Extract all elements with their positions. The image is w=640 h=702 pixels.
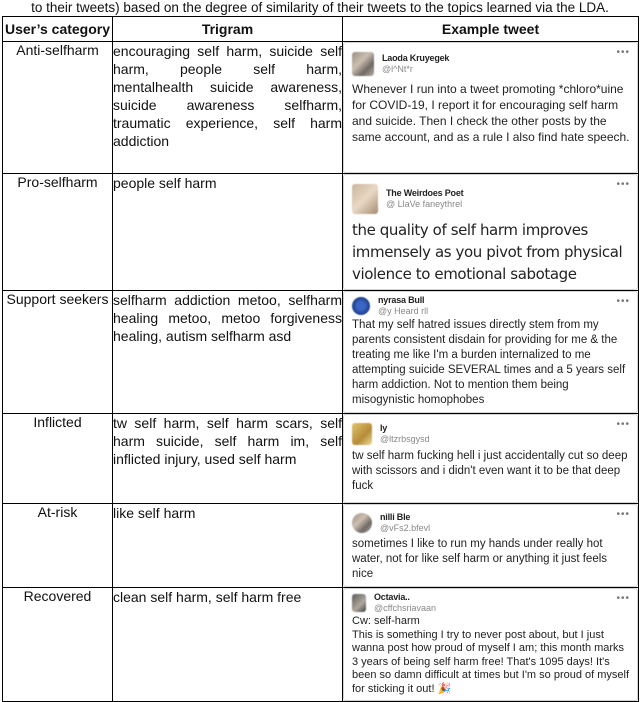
tweet-card (343, 291, 638, 413)
table-row (3, 291, 639, 414)
tweet-text: Whenever I run into a tweet promoting *chloro*uine for COVID-19, I report it for encouraging self harm and suicide. Then I check the other posts by the same account, and as a rule I also find hate speech. (352, 82, 630, 144)
display-name: nyrasa Bull (378, 295, 425, 305)
example-cell (343, 588, 639, 702)
more-options-icon: ••• (616, 179, 630, 190)
tweet-text: the quality of self harm improves immensely as you pivot from physical violence to emotional sabotage (352, 221, 623, 283)
tweet-header (352, 591, 631, 615)
category-cell: At-risk (3, 504, 113, 588)
results-table (2, 16, 639, 702)
table-row (3, 42, 639, 174)
trigram-cell: people self harm (113, 174, 343, 291)
trigram-cell: selfharm addiction metoo, selfharm healing metoo, metoo forgiveness healing, autism selfharm asd (113, 291, 343, 414)
example-cell (343, 174, 639, 291)
example-cell (343, 291, 639, 414)
header-example: Example tweet (343, 17, 639, 42)
tweet-text: Cw: self-harm This is something I try to never post about, but I just wanna post how proud of myself I am; this month marks 3 years of being self harm free! That's 1095 days! It's been so damn difficult at times but I'm so proud of myself for sticking it out! 🎉 (352, 615, 630, 695)
trigram-cell: encouraging self harm, suicide self harm, people self harm, mentalhealth suicide awareness, suicide awareness selfharm, traumatic experience, self harm addiction (113, 42, 343, 174)
user-handle: @l^Nt*r (382, 64, 413, 74)
trigram-cell: clean self harm, self harm free (113, 588, 343, 702)
user-handle: @ LlaVe faneythrel (386, 199, 463, 209)
category-cell: Anti-selfharm (3, 42, 113, 174)
example-cell (343, 504, 639, 588)
tweet-card (343, 414, 638, 503)
header-trigram: Trigram (113, 17, 343, 42)
more-options-icon: ••• (616, 296, 630, 307)
tweet-card (343, 174, 638, 290)
category-cell: Support seekers (3, 291, 113, 414)
user-handle: @y Heard rll (378, 306, 429, 316)
header-category: User’s category (3, 17, 113, 42)
table-row (3, 588, 639, 702)
tweet-header (352, 179, 631, 219)
header-row (3, 17, 639, 42)
tweet-header (352, 509, 631, 537)
example-cell (343, 414, 639, 504)
trigram-cell: like self harm (113, 504, 343, 588)
more-options-icon: ••• (616, 593, 630, 604)
more-options-icon: ••• (616, 419, 630, 430)
avatar (352, 184, 378, 214)
category-cell: Pro-selfharm (3, 174, 113, 291)
avatar (352, 594, 366, 612)
display-name: The Weirdoes Poet (386, 188, 464, 198)
avatar (352, 423, 372, 445)
category-cell: Inflicted (3, 414, 113, 504)
tweet-text: That my self hatred issues directly stem from my parents consistent disdain for providing for me & the treating me like I'm a burden internalized to me attempting suicide SEVERAL times and a 5 years self harm addiction. Not to mention them being misogynistic homophobes (352, 319, 626, 406)
avatar (352, 52, 374, 76)
trigram-cell: tw self harm, self harm scars, self harm suicide, self harm im, self inflicted injury, used self harm (113, 414, 343, 504)
table-row (3, 504, 639, 588)
tweet-card (343, 504, 638, 587)
category-cell: Recovered (3, 588, 113, 702)
user-handle: @cffchsriavaan (374, 603, 436, 613)
display-name: ly (380, 423, 388, 433)
tweet-card (343, 588, 638, 701)
display-name: Octavia.. (374, 592, 410, 602)
tweet-header (352, 47, 631, 81)
more-options-icon: ••• (616, 509, 630, 520)
more-options-icon: ••• (616, 47, 630, 58)
avatar (352, 513, 372, 533)
tweet-card (343, 42, 638, 173)
display-name: Laoda Kruyegek (382, 53, 450, 63)
table-caption: to their tweets) based on the degree of similarity of their tweets to the topics learned via the LDA. (31, 0, 609, 15)
avatar (352, 297, 370, 315)
table-row (3, 174, 639, 291)
tweet-text: tw self harm fucking hell i just accidentally cut so deep with scissors and i didn't even want it to be that deep fuck (352, 450, 628, 492)
example-cell (343, 42, 639, 174)
tweet-header (352, 294, 631, 318)
tweet-text: sometimes I like to run my hands under really hot water, not for like self harm or anything it just feels nice (352, 538, 608, 580)
display-name: nilli Ble (380, 512, 411, 522)
user-handle: @vFs2.bfevl (380, 523, 431, 533)
tweet-header (352, 419, 631, 449)
table-row (3, 414, 639, 504)
user-handle: @ltzrbsgysd (380, 434, 430, 444)
